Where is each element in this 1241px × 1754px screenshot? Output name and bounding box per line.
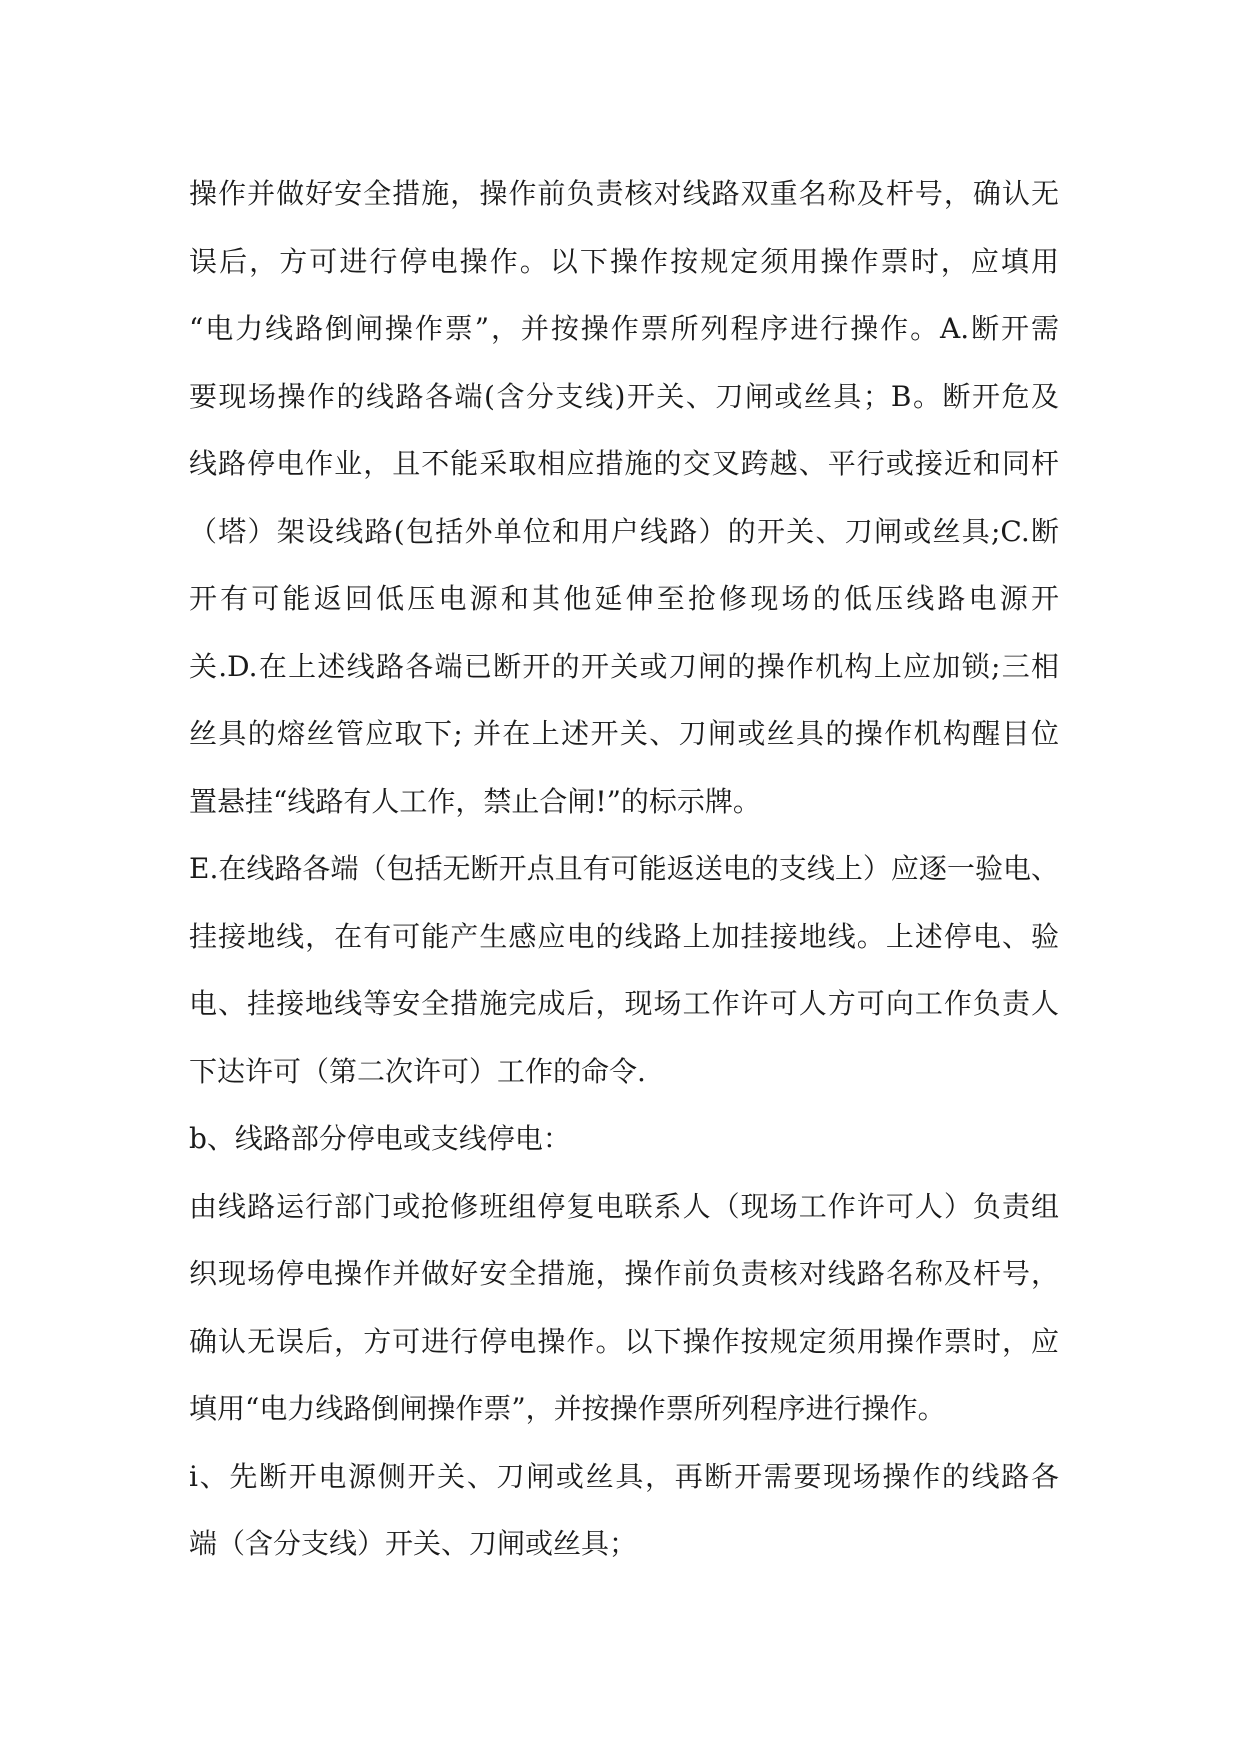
- text-line: 填用“电力线路倒闸操作票”，并按操作票所列程序进行操作。: [189, 1392, 946, 1425]
- text-line: “电力线路倒闸操作票”，并按操作票所列程序进行操作。A.断开需: [189, 312, 1059, 345]
- text-line: 线路停电作业，且不能采取相应措施的交叉跨越、平行或接近和同杆: [189, 447, 1059, 480]
- text-line: 挂接地线，在有可能产生感应电的线路上加挂接地线。上述停电、验: [189, 919, 1059, 953]
- text-line: 误后，方可进行停电操作。以下操作按规定须用操作票时，应填用: [189, 244, 1059, 278]
- text-line: 置悬挂“线路有人工作，禁止合闸!”的标示牌。: [189, 784, 761, 818]
- text-line: E.在线路各端（包括无断开点且有可能返送电的支线上）应逐一验电、: [189, 852, 1059, 885]
- text-line: 确认无误后，方可进行停电操作。以下操作按规定须用操作票时，应: [189, 1324, 1059, 1358]
- section-heading: b、线路部分停电或支线停电：: [189, 1122, 571, 1155]
- text-line: 由线路运行部门或抢修班组停复电联系人（现场工作许可人）负责组: [189, 1189, 1059, 1223]
- text-line: 织现场停电操作并做好安全措施，操作前负责核对线路名称及杆号，: [189, 1257, 1059, 1290]
- text-line: 丝具的熔丝管应取下; 并在上述开关、刀闸或丝具的操作机构醒目位: [189, 717, 1059, 750]
- text-line: 下达许可（第二次许可）工作的命令.: [189, 1054, 646, 1088]
- text-line: 电、挂接地线等安全措施完成后，现场工作许可人方可向工作负责人: [189, 987, 1059, 1020]
- text-line: （塔）架设线路(包括外单位和用户线路）的开关、刀闸或丝具;C.断: [189, 514, 1059, 548]
- text-line: 关.D.在上述线路各端已断开的开关或刀闸的操作机构上应加锁;三相: [189, 649, 1059, 683]
- text-line: 开有可能返回低压电源和其他延伸至抢修现场的低压线路电源开: [189, 582, 1059, 615]
- body-text: [189, 160, 1059, 1578]
- text-line: 操作并做好安全措施，操作前负责核对线路双重名称及杆号，确认无: [189, 177, 1059, 210]
- text-line: ⅰ、先断开电源侧开关、刀闸或丝具，再断开需要现场操作的线路各: [189, 1459, 1059, 1493]
- text-line: 要现场操作的线路各端(含分支线)开关、刀闸或丝具；B。断开危及: [189, 379, 1059, 413]
- text-line: 端（含分支线）开关、刀闸或丝具；: [189, 1527, 638, 1560]
